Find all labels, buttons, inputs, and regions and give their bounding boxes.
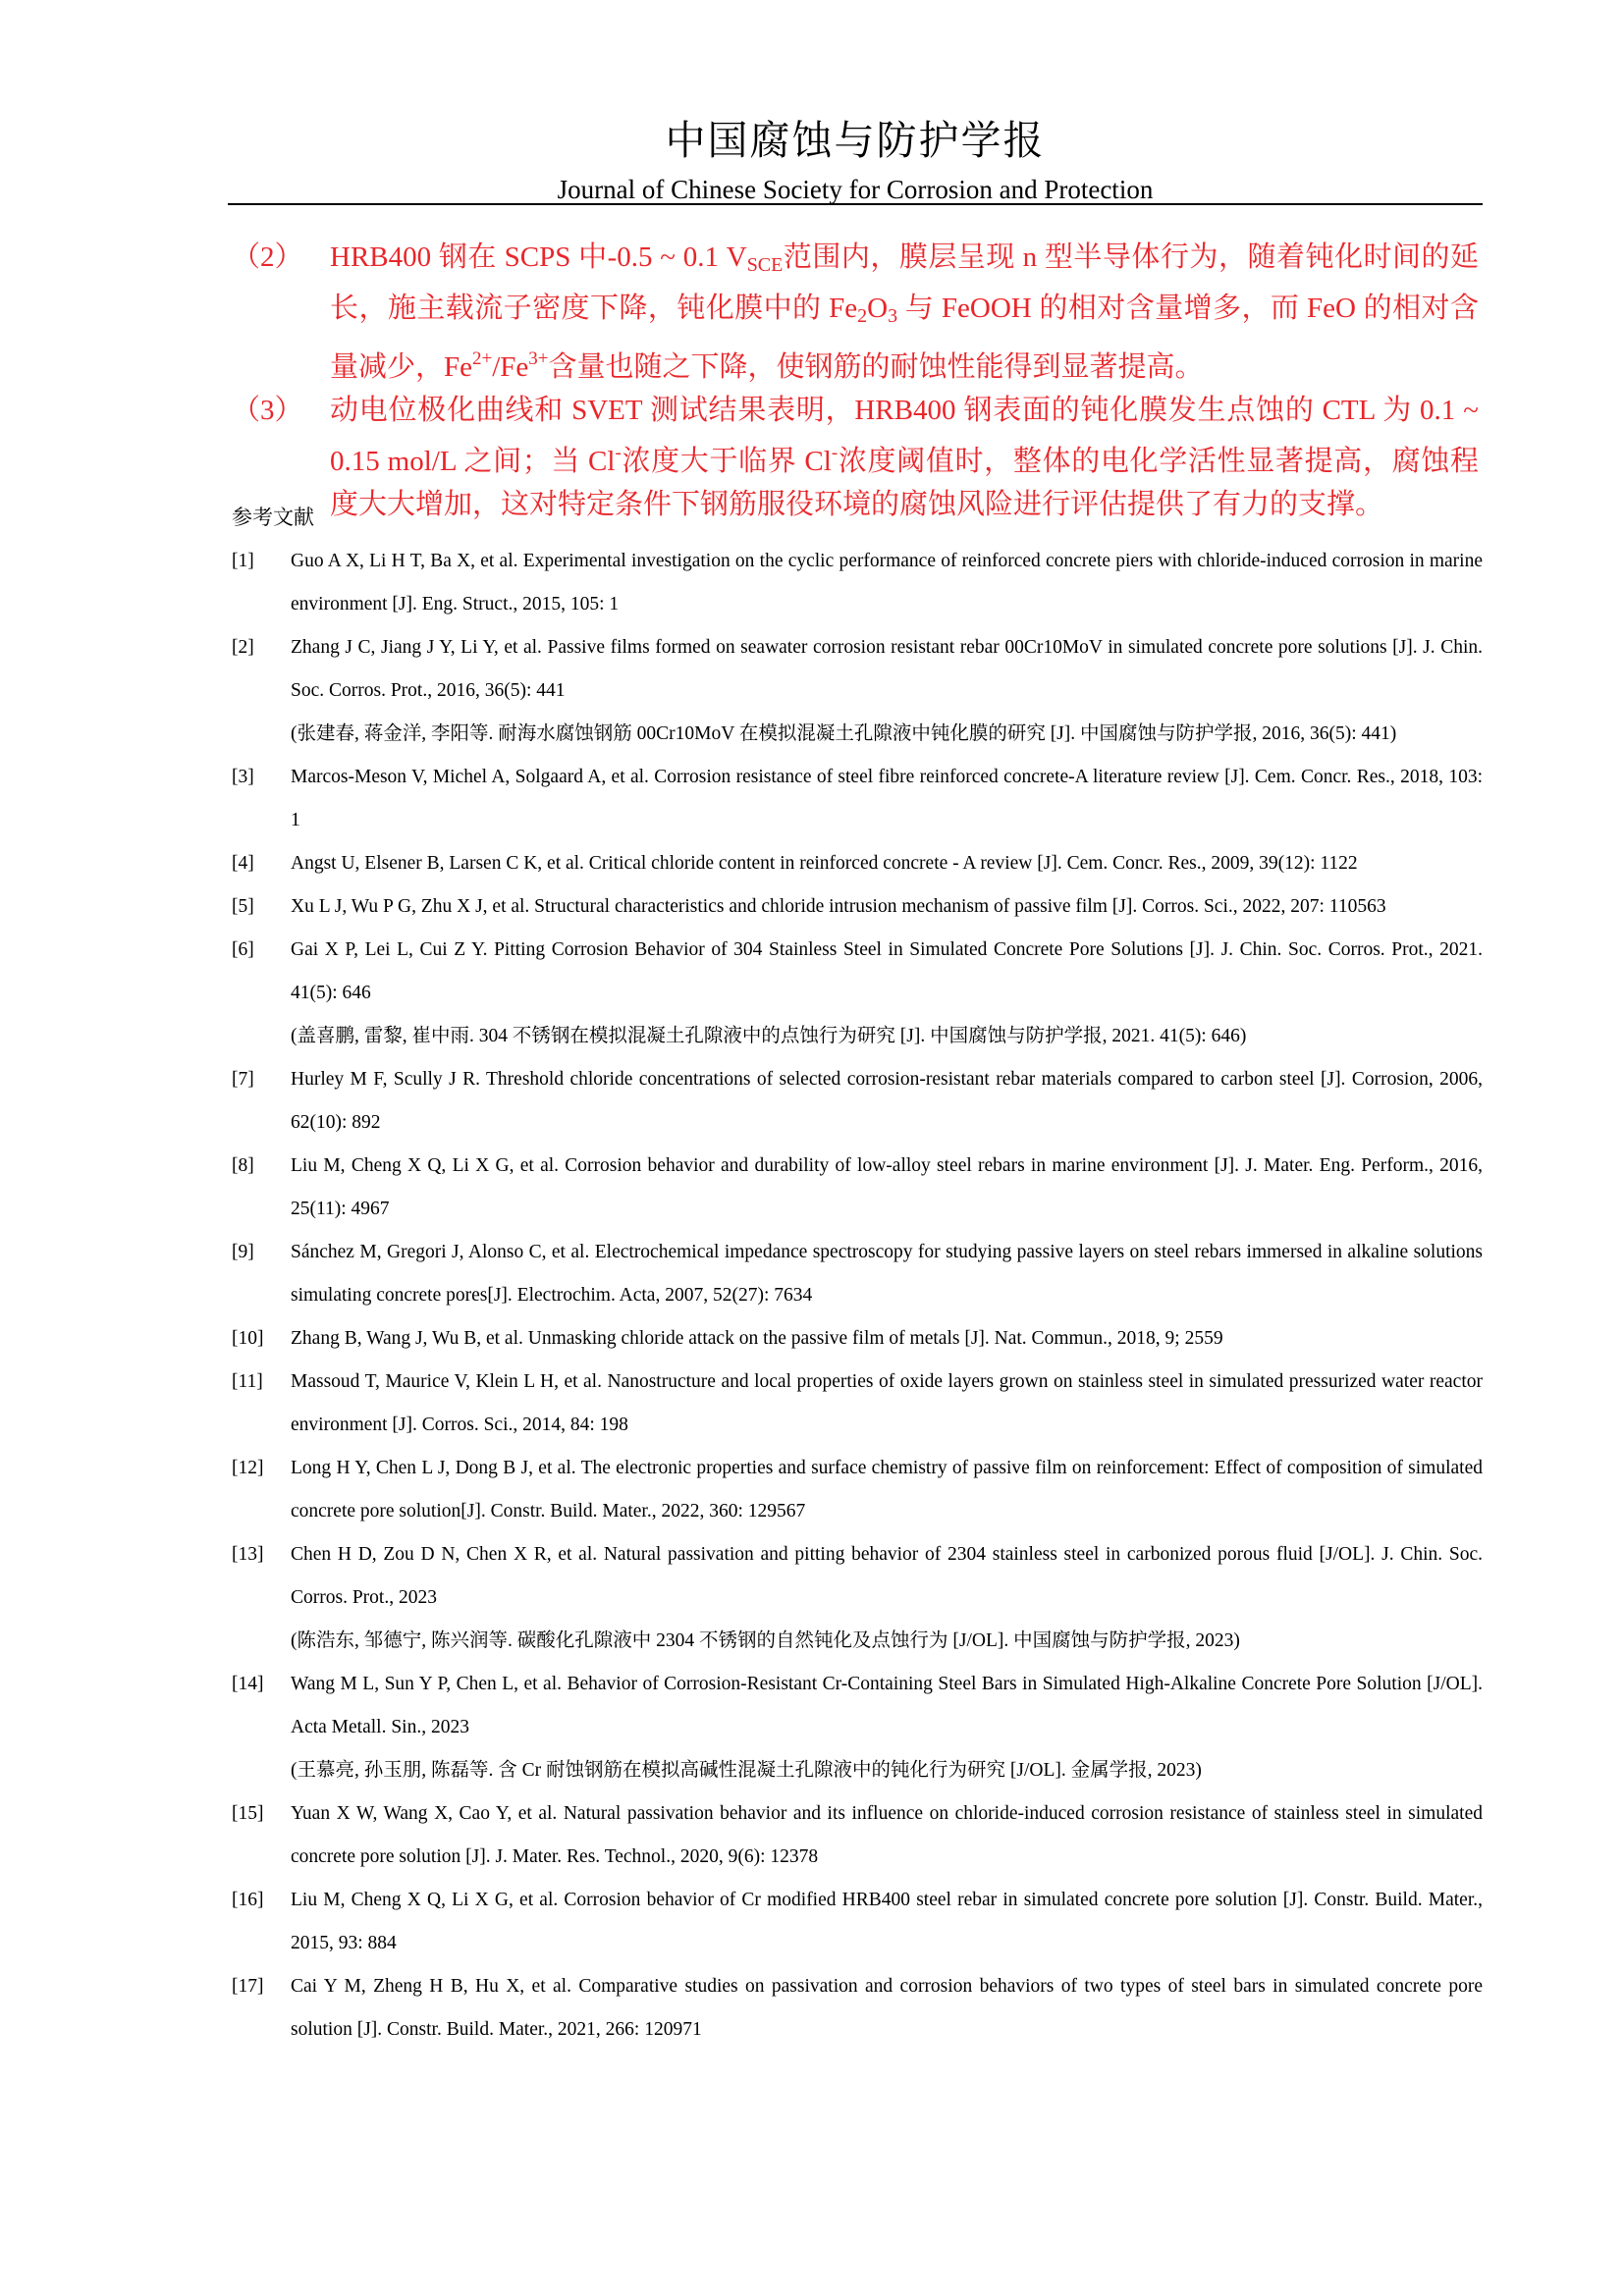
reference-item [232,842,1483,885]
reference-item [232,1533,1483,1663]
reference-item [232,1145,1483,1231]
reference-item [232,1965,1483,2052]
reference-text [291,1447,1483,1533]
reference-item [232,1447,1483,1533]
reference-text [291,1965,1483,2052]
conclusion-number: （2） [232,241,303,273]
reference-number: [6] [232,939,254,960]
reference-text [291,929,1483,1058]
reference-text [291,885,1483,929]
conclusion-text [330,236,1479,389]
reference-citation: Liu M, Cheng X Q, Li X G, et al. Corrosion behavior of Cr modified HRB400 steel rebar in simulated concrete pore solution [J]. Constr. Build. Mater., 2015, 93: 884 [291,1890,1483,1953]
reference-text [291,540,1483,626]
subscript: SCE [746,254,784,276]
conclusions-section [232,236,1479,526]
reference-item [232,885,1483,929]
reference-text [291,1231,1483,1317]
reference-text [291,1879,1483,1965]
reference-item [232,1792,1483,1879]
reference-text [291,756,1483,842]
reference-item [232,1058,1483,1145]
references-list [232,540,1483,2052]
reference-number: [12] [232,1458,264,1478]
reference-item [232,756,1483,842]
reference-number: [10] [232,1328,264,1349]
reference-item [232,1663,1483,1792]
reference-citation: Massoud T, Maurice V, Klein L H, et al. Nanostructure and local properties of oxide layers grown on stainless steel in simulated pressurized water reactor environment [J]. Corros. Sci., 2014, 84: 198 [291,1371,1483,1435]
journal-header [228,116,1483,206]
reference-citation: Sánchez M, Gregori J, Alonso C, et al. Electrochemical impedance spectroscopy for studying passive layers on steel rebars immersed in alkaline solutions simulating concrete pores[J]. Electrochim. Acta, 2007, 52(27): 7634 [291,1242,1483,1306]
reference-number: [9] [232,1242,254,1262]
reference-citation: Xu L J, Wu P G, Zhu X J, et al. Structural characteristics and chloride intrusion mechanism of passive film [J]. Corros. Sci., 2022, 207: 110563 [291,896,1386,917]
reference-number: [15] [232,1803,264,1824]
conclusion-number: （3） [232,395,303,426]
reference-citation: Yuan X W, Wang X, Cao Y, et al. Natural passivation behavior and its influence on chloride-induced corrosion resistance of stainless steel in simulated concrete pore solution [J]. J. Mater. Res. Technol., 2020, 9(6): 12378 [291,1803,1483,1867]
reference-citation-cn: (盖喜鹏, 雷黎, 崔中雨. 304 不锈钢在模拟混凝土孔隙液中的点蚀行为研究 [J]. 中国腐蚀与防护学报, 2021. 41(5): 646) [291,1026,1247,1046]
reference-text [291,1317,1483,1361]
reference-citation: Long H Y, Chen L J, Dong B J, et al. The electronic properties and surface chemistry of passive film on reinforcement: Effect of composition of simulated concrete pore solution[J]. Constr. Build. Mater., 2022, 360: 129567 [291,1458,1483,1522]
reference-item [232,626,1483,756]
subscript: 2 [857,305,868,327]
superscript: - [831,443,839,463]
journal-title-cn: 中国腐蚀与防护学报 [665,118,1046,163]
text-run: /Fe [492,351,529,383]
reference-number: [17] [232,1976,264,1997]
reference-citation: Guo A X, Li H T, Ba X, et al. Experimental investigation on the cyclic performance of reinforced concrete piers with chloride-induced corrosion in marine environment [J]. Eng. Struct., 2015, 105: 1 [291,551,1483,614]
reference-number: [16] [232,1890,264,1910]
conclusion-item [232,236,1479,389]
text-run: 范围内，膜层呈现 n 型半导体行为，随着钝化时间的延长，施主载流子密度下降，钝化膜中的 Fe [330,241,1479,324]
reference-number: [8] [232,1155,254,1176]
reference-citation: Chen H D, Zou D N, Chen X R, et al. Natural passivation and pitting behavior of 2304 stainless steel in carbonized porous fluid [J/OL]. J. Chin. Soc. Corros. Prot., 2023 [291,1544,1483,1608]
reference-number: [14] [232,1674,264,1694]
text-run: 与 FeOOH 的相对含量增多，而 FeO 的相对含量减少，Fe [330,293,1479,383]
reference-text [291,1533,1483,1663]
reference-item [232,1361,1483,1447]
reference-citation: Wang M L, Sun Y P, Chen L, et al. Behavior of Corrosion-Resistant Cr-Containing Steel Bars in Simulated High-Alkaline Concrete Pore Solution [J/OL]. Acta Metall. Sin., 2023 [291,1674,1483,1737]
reference-citation-cn: (陈浩东, 邹德宁, 陈兴润等. 碳酸化孔隙液中 2304 不锈钢的自然钝化及点蚀行为 [J/OL]. 中国腐蚀与防护学报, 2023) [291,1630,1240,1651]
reference-citation-cn: (王慕亮, 孙玉朋, 陈磊等. 含 Cr 耐蚀钢筋在模拟高碱性混凝土孔隙液中的钝化行为研究 [J/OL]. 金属学报, 2023) [291,1760,1202,1781]
conclusion-item [232,389,1479,526]
reference-text [291,1361,1483,1447]
reference-text [291,842,1483,885]
text-run: 动电位极化曲线和 SVET 测试结果表明，HRB400 钢表面的钝化膜发生点蚀的 CTL 为 0.1 ~ 0.15 mol/L 之间；当 Cl [330,395,1479,477]
header-divider [228,203,1483,205]
reference-item [232,540,1483,626]
reference-citation: Zhang B, Wang J, Wu B, et al. Unmasking chloride attack on the passive film of metals [J]. Nat. Commun., 2018, 9; 2559 [291,1328,1223,1349]
reference-citation-cn: (张建春, 蒋金洋, 李阳等. 耐海水腐蚀钢筋 00Cr10MoV 在模拟混凝土孔隙液中钝化膜的研究 [J]. 中国腐蚀与防护学报, 2016, 36(5): 441) [291,723,1397,744]
reference-citation: Cai Y M, Zheng H B, Hu X, et al. Comparative studies on passivation and corrosion behaviors of two types of steel bars in simulated concrete pore solution [J]. Constr. Build. Mater., 2021, 266: 120971 [291,1976,1483,2040]
reference-number: [4] [232,853,254,874]
reference-text [291,1663,1483,1792]
superscript: 3+ [528,348,549,369]
subscript: 3 [888,305,898,327]
reference-item [232,1879,1483,1965]
reference-citation: Hurley M F, Scully J R. Threshold chloride concentrations of selected corrosion-resistant rebar materials compared to carbon steel [J]. Corrosion, 2006, 62(10): 892 [291,1069,1483,1133]
reference-text [291,1145,1483,1231]
reference-number: [5] [232,896,254,917]
reference-citation: Angst U, Elsener B, Larsen C K, et al. Critical chloride content in reinforced concrete - A review [J]. Cem. Concr. Res., 2009, 39(12): 1122 [291,853,1358,874]
reference-text [291,1792,1483,1879]
conclusion-text [330,389,1479,526]
reference-number: [11] [232,1371,263,1392]
superscript: - [615,443,622,463]
reference-citation: Marcos-Meson V, Michel A, Solgaard A, et al. Corrosion resistance of steel fibre reinforced concrete-A literature review [J]. Cem. Concr. Res., 2018, 103: 1 [291,767,1483,830]
reference-number: [2] [232,637,254,658]
reference-text [291,1058,1483,1145]
superscript: 2+ [472,348,493,369]
references-heading: 参考文献 [232,506,314,529]
journal-title-en: Journal of Chinese Society for Corrosion and Protection [557,175,1154,204]
text-run: 含量也随之下降，使钢筋的耐蚀性能得到显著提高。 [548,351,1204,383]
reference-number: [7] [232,1069,254,1090]
text-run: 浓度大于临界 Cl [621,446,832,477]
reference-item [232,1317,1483,1361]
reference-citation: Liu M, Cheng X Q, Li X G, et al. Corrosion behavior and durability of low-alloy steel rebars in marine environment [J]. J. Mater. Eng. Perform., 2016, 25(11): 4967 [291,1155,1483,1219]
reference-number: [13] [232,1544,264,1565]
reference-number: [1] [232,551,254,571]
text-run: 浓度阈值时，整体的电化学活性显著提高，腐蚀程度大大增加，这对特定条件下钢筋服役环境的腐蚀风险进行评估提供了有力的支撑。 [330,446,1479,520]
text-run: HRB400 钢在 SCPS 中-0.5 ~ 0.1 V [330,241,747,273]
text-run: O [867,293,889,324]
reference-citation: Zhang J C, Jiang J Y, Li Y, et al. Passive films formed on seawater corrosion resistant rebar 00Cr10MoV in simulated concrete pore solutions [J]. J. Chin. Soc. Corros. Prot., 2016, 36(5): 441 [291,637,1483,701]
reference-citation: Gai X P, Lei L, Cui Z Y. Pitting Corrosion Behavior of 304 Stainless Steel in Simulated Concrete Pore Solutions [J]. J. Chin. Soc. Corros. Prot., 2021. 41(5): 646 [291,939,1483,1003]
reference-number: [3] [232,767,254,787]
reference-item [232,1231,1483,1317]
reference-text [291,626,1483,756]
reference-item [232,929,1483,1058]
